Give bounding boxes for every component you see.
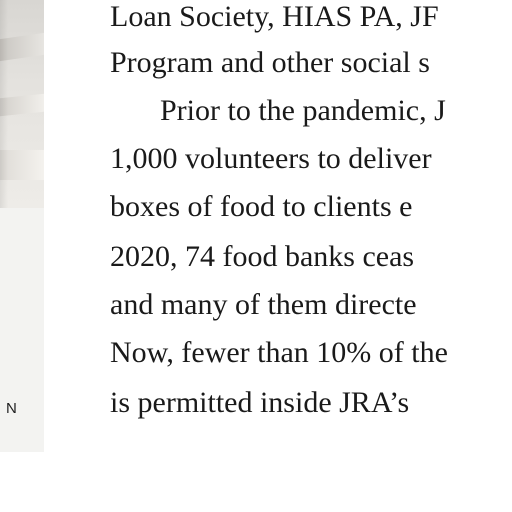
article-line: Prior to the pandemic, J xyxy=(160,94,446,127)
article-line: 1,000 volunteers to deliver xyxy=(110,142,432,175)
article-line: Now, fewer than 10% of the xyxy=(110,336,448,369)
photo-image xyxy=(0,0,44,208)
article-line: is permitted inside JRA’s xyxy=(110,386,410,419)
article-line: and many of them directe xyxy=(110,288,417,321)
photo-shadow xyxy=(0,0,8,208)
article-line: Loan Society, HIAS PA, JF xyxy=(110,0,439,33)
article-body xyxy=(110,0,512,452)
article-line: Program and other social s xyxy=(110,46,430,79)
article-line: boxes of food to clients e xyxy=(110,190,413,223)
photo-caption: N xyxy=(6,400,17,417)
article-line: 2020, 74 food banks ceas xyxy=(110,240,415,273)
photo-panel xyxy=(0,0,44,452)
